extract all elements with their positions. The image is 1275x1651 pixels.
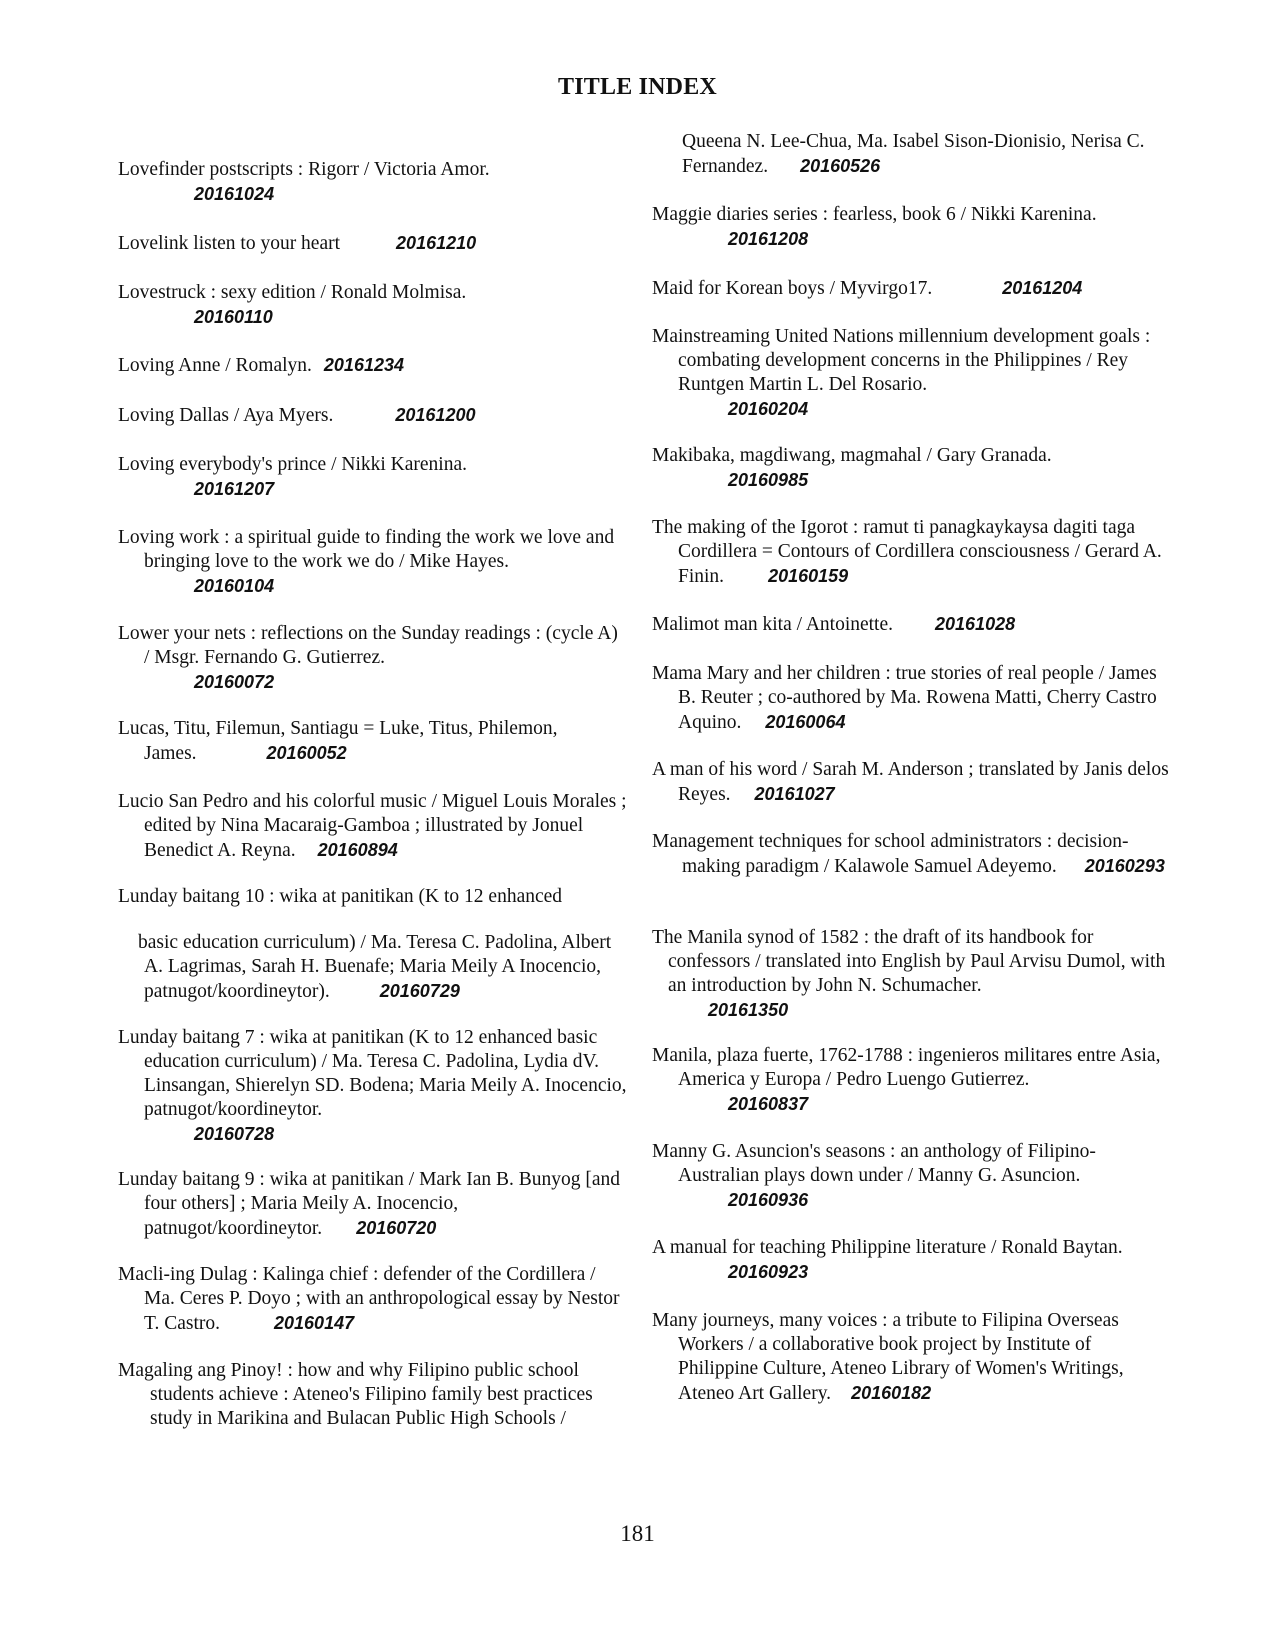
index-entry [118, 1168, 628, 1241]
entry-text: A manual for teaching Philippine literature / Ronald Baytan. [652, 1237, 1123, 1258]
entry-text: Makibaka, magdiwang, magmahal / Gary Granada. [652, 445, 1052, 466]
index-entry [652, 516, 1172, 589]
entry-text: basic education curriculum) / Ma. Teresa C. Padolina, Albert A. Lagrimas, Sarah H. Buenafe; Maria Meily A Inocencio, patnugot/koordineytor). [138, 932, 612, 1002]
entry-text: Lunday baitang 10 : wika at panitikan (K to 12 enhanced [118, 886, 563, 907]
entry-code: 20161210 [396, 233, 477, 253]
index-entry [652, 1309, 1172, 1406]
entry-text: The Manila synod of 1582 : the draft of its handbook for confessors / translated into English by Paul Arvisu Dumol, with an introduction by John N. Schumacher. [652, 927, 1166, 996]
entry-text: Lovefinder postscripts : Rigorr / Victoria Amor. [118, 159, 490, 180]
index-entry [118, 453, 628, 501]
page-number: 181 [620, 1521, 655, 1546]
entry-text: Loving Anne / Romalyn. [118, 355, 312, 376]
index-entry [652, 1044, 1172, 1116]
index-entry [118, 403, 628, 428]
index-entry [652, 662, 1172, 735]
entry-text: Lunday baitang 7 : wika at panitikan (K to 12 enhanced basic education curriculum) / Ma. Teresa C. Padolina, Lydia dV. Linsangan, Shierelyn SD. Bodena; Maria Meily A. Inocencio, patnugot/koordineytor. [118, 1027, 627, 1120]
entry-code: 20160072 [194, 672, 275, 692]
entry-code: 20161234 [323, 355, 404, 375]
index-entry [118, 1026, 628, 1146]
entry-text: Maid for Korean boys / Myvirgo17. [652, 278, 933, 299]
index-entry [118, 717, 628, 766]
entry-text: Lucio San Pedro and his colorful music / Miguel Louis Morales ; edited by Nina Macaraig-Gamboa ; illustrated by Jonuel Benedict A. Reyna. [118, 791, 627, 861]
entry-code: 20160923 [728, 1262, 809, 1282]
entry-text: Lovelink listen to your heart [118, 233, 341, 254]
entry-code: 20161024 [194, 184, 275, 204]
entry-code: 20160526 [800, 156, 881, 176]
entry-code: 20161027 [754, 784, 835, 804]
entry-code: 20160728 [194, 1124, 275, 1144]
entry-code: 20160110 [194, 307, 273, 327]
entry-code: 20160936 [728, 1190, 809, 1210]
index-entry [652, 1236, 1172, 1284]
entry-text: Mama Mary and her children : true stories of real people / James B. Reuter ; co-authored by Ma. Rowena Matti, Cherry Castro Aquino. [652, 663, 1157, 733]
entry-text: Lower your nets : reflections on the Sunday readings : (cycle A) / Msgr. Fernando G. Gutierrez. [118, 623, 618, 668]
index-entry [118, 1359, 628, 1431]
entry-text: Mainstreaming United Nations millennium development goals : combating development concerns in the Philippines / Rey Runtgen Martin L. Del Rosario. [652, 326, 1151, 395]
entry-code: 20160837 [728, 1094, 809, 1114]
entry-code: 20161208 [728, 229, 809, 249]
index-entry [652, 612, 1172, 637]
entry-code: 20161028 [935, 614, 1016, 634]
entry-code: 20160147 [274, 1313, 355, 1333]
index-entry [118, 885, 628, 909]
entry-text: Loving everybody's prince / Nikki Karenina. [118, 454, 468, 475]
index-entry [652, 444, 1172, 492]
entry-code: 20160729 [379, 981, 460, 1001]
index-entry [652, 130, 1172, 179]
entry-text: Many journeys, many voices : a tribute to Filipina Overseas Workers / a collaborative book project by Institute of Philippine Culture, Ateneo Library of Women's Writings, Ateneo Art Gallery. [652, 1310, 1124, 1404]
entry-text: A man of his word / Sarah M. Anderson ; translated by Janis delos Reyes. [652, 759, 1169, 805]
entry-text: Lovestruck : sexy edition / Ronald Molmisa. [118, 282, 467, 303]
entry-code: 20161200 [395, 405, 476, 425]
index-entry [118, 231, 628, 256]
entry-text: Magaling ang Pinoy! : how and why Filipino public school students achieve : Ateneo's Filipino family best practices study in Marikina and Bulacan Public High Schools / [118, 1360, 593, 1429]
index-entry [652, 926, 1172, 1022]
entry-text: The making of the Igorot : ramut ti panagkaykaysa dagiti taga Cordillera = Contours of Cordillera consciousness / Gerard A. Finin. [652, 517, 1162, 587]
entry-code: 20160182 [851, 1383, 932, 1403]
entry-code: 20161204 [1002, 278, 1083, 298]
entry-code: 20160720 [356, 1218, 437, 1238]
index-entry [652, 830, 1172, 879]
entry-text: Malimot man kita / Antoinette. [652, 614, 894, 635]
entry-code: 20160052 [266, 743, 347, 763]
page-title: TITLE INDEX [558, 74, 717, 100]
entry-text: Loving Dallas / Aya Myers. [118, 405, 334, 426]
entry-code: 20161207 [194, 479, 275, 499]
index-entry [118, 526, 628, 598]
index-entry [118, 1263, 628, 1336]
entry-code: 20160894 [317, 840, 398, 860]
entry-text: Manila, plaza fuerte, 1762-1788 : ingenieros militares entre Asia, America y Europa / Pedro Luengo Gutierrez. [652, 1045, 1161, 1090]
entry-code: 20160985 [728, 470, 809, 490]
index-entry [652, 276, 1172, 301]
index-entry [652, 203, 1172, 251]
entry-code: 20160159 [768, 566, 849, 586]
entry-code: 20160204 [728, 399, 809, 419]
index-entry [118, 931, 628, 1004]
index-entry [652, 325, 1172, 421]
entry-text: Maggie diaries series : fearless, book 6 / Nikki Karenina. [652, 204, 1097, 225]
entry-text: Lucas, Titu, Filemun, Santiagu = Luke, Titus, Philemon, James. [118, 718, 558, 764]
index-entry [118, 790, 628, 863]
entry-code: 20161350 [708, 1000, 789, 1020]
index-entry [118, 158, 628, 206]
entry-code: 20160064 [765, 712, 846, 732]
index-entry [118, 353, 628, 378]
index-entry [118, 281, 628, 329]
index-entry [652, 1140, 1172, 1212]
index-entry [118, 622, 628, 694]
entry-code: 20160293 [1084, 856, 1165, 876]
entry-code: 20160104 [194, 576, 275, 596]
index-entry [652, 758, 1172, 807]
entry-text: Loving work : a spiritual guide to finding the work we love and bringing love to the work we do / Mike Hayes. [118, 527, 615, 572]
entry-text: Manny G. Asuncion's seasons : an anthology of Filipino-Australian plays down under / Manny G. Asuncion. [652, 1141, 1096, 1186]
entry-text: Queena N. Lee-Chua, Ma. Isabel Sison-Dionisio, Nerisa C. Fernandez. [682, 131, 1145, 177]
entry-text: Management techniques for school administrators : decision-making paradigm / Kalawole Samuel Adeyemo. [652, 831, 1129, 877]
entry-text: Lunday baitang 9 : wika at panitikan / Mark Ian B. Bunyog [and four others] ; Maria Meily A. Inocencio, patnugot/koordineytor. [118, 1169, 621, 1239]
entry-text: Macli-ing Dulag : Kalinga chief : defender of the Cordillera / Ma. Ceres P. Doyo ; with an anthropological essay by Nestor T. Castro. [118, 1264, 620, 1334]
